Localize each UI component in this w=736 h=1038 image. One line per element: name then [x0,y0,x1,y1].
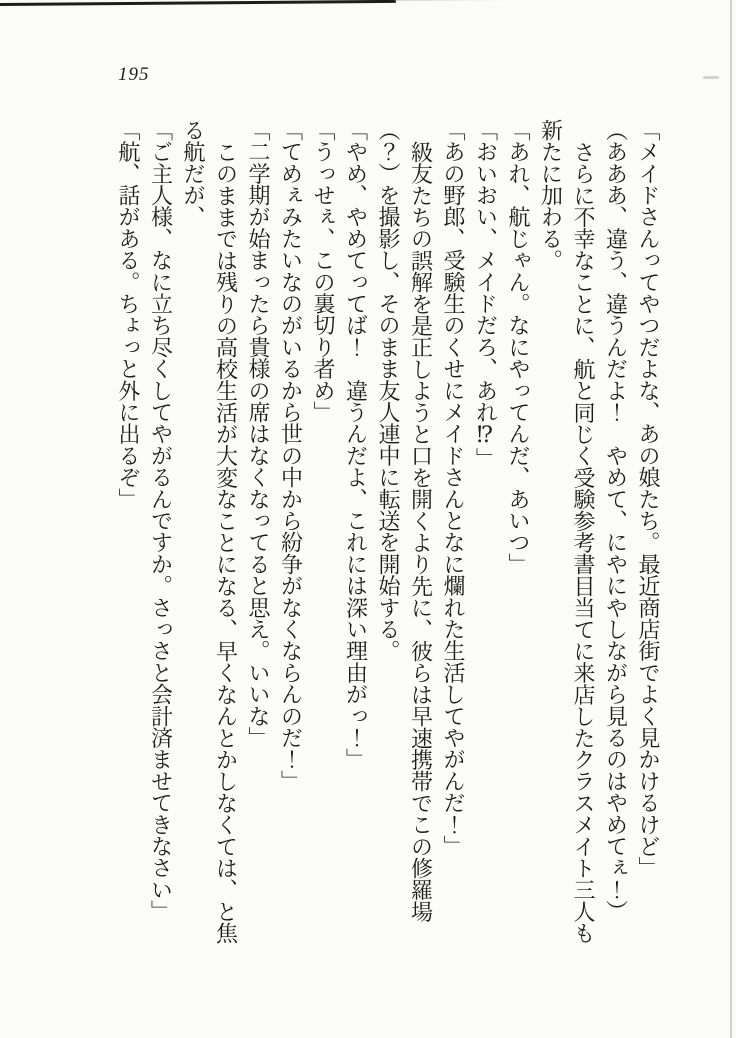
text-column: る航だが、 [181,119,206,228]
text-column: 新たに加わる。 [538,119,564,271]
text-column: 「二学期が始まったら貴様の席はなくなってると思え。いいな」 [246,119,271,749]
text-column: 「あれ、航じゃん。なにやってんだ、あいつ」 [506,119,531,575]
text-column: （あああ、違う、違うんだよ！ やめて、にやにやしながら見るのはやめてぇ！） [603,119,629,922]
vertical-text-block [112,119,665,964]
scan-right-edge-line [730,0,732,1038]
text-column: 「メイドさんってやつだよな、あの娘たち。最近商店街でよく見かけるけど」 [636,119,661,879]
text-column: 「てめぇみたいなのがいるから世の中から紛争がなくならんのだ！」 [278,119,304,792]
text-column: 「ご主人様、なに立ち尽くしてやがるんですか。さっさと会計済ませてきなさい」 [148,119,174,922]
text-column: 級友たちの誤解を是正しようと口を開くより先に、彼らは早速携帯でこの修羅場 [408,141,434,923]
text-column: さらに不幸なことに、航と同じく受験参考書目当てに来店したクラスメイト三人も [571,141,596,944]
text-column: 「おいおい、メイドだろ、あれ⁉」 [473,119,499,470]
text-column: 「うっせぇ、この裏切り者め」 [311,119,336,423]
scan-smudge [703,76,719,79]
text-column: このままでは残りの高校生活が大変なことになる、早くなんとかしなくては、と焦 [213,141,239,944]
text-column: （？）を撮影し、そのまま友人連中に転送を開始する。 [376,119,401,662]
scan-top-edge-line [0,0,396,6]
text-column: 「航、話がある。ちょっと外に出るぞ」 [116,119,141,510]
text-column: 「やめ、やめてってば！ 違うんだよ、これには深い理由がっ！」 [343,119,369,771]
text-column: 「あの野郎、受験生のくせにメイドさんとなに爛れた生活してやがんだ！」 [441,119,466,857]
page-number: 195 [118,64,150,85]
